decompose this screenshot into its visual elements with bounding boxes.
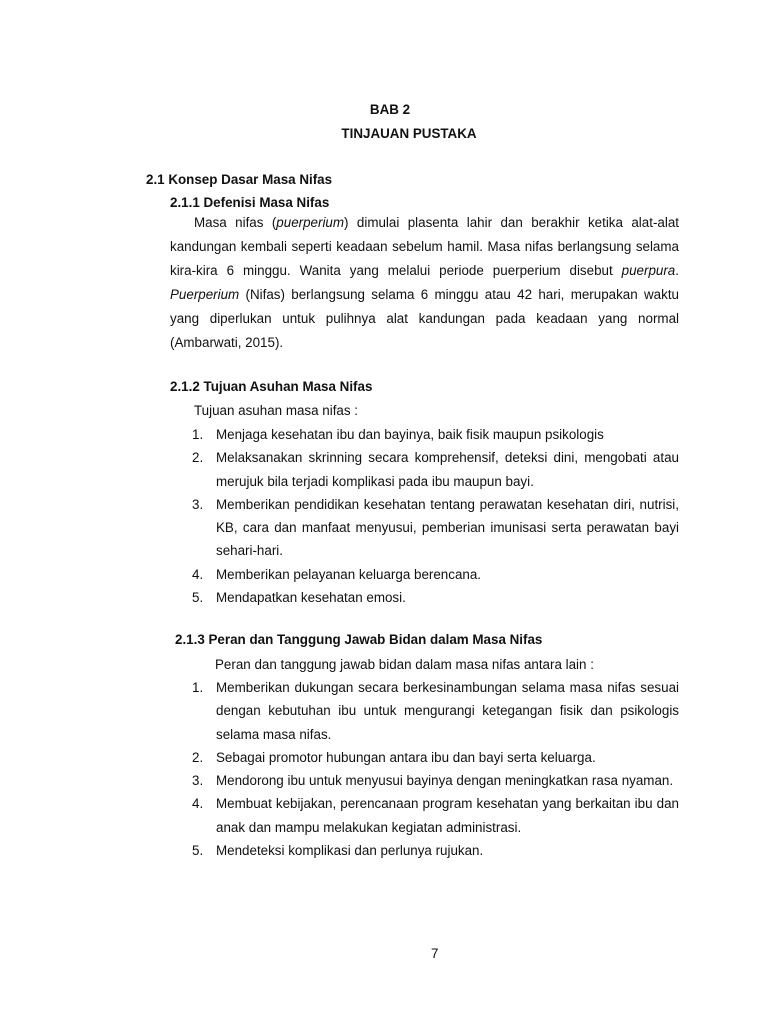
list-number: 1.: [192, 427, 204, 442]
list-item: [170, 423, 679, 446]
list-number: 5.: [192, 590, 204, 606]
list-number: 5.: [192, 843, 204, 859]
list-item-text: Mendapatkan kesehatan emosi.: [216, 590, 406, 606]
list-item: [170, 769, 679, 792]
list-item: [170, 839, 679, 862]
list-number: 3.: [192, 773, 204, 789]
paragraph-definisi: [170, 211, 679, 355]
paragraph-text: .: [675, 263, 679, 278]
list-item: [170, 493, 679, 563]
list-intro-tujuan: Tujuan asuhan masa nifas :: [194, 403, 359, 418]
list-item-text: Memberikan pendidikan kesehatan tentang perawatan kesehatan diri, nutrisi, KB, cara dan manfaat menyusui, pemberian imunisasi serta perawatan bayi sehari-hari.: [216, 496, 679, 559]
paragraph-text: Masa nifas (: [194, 215, 277, 230]
list-item: [170, 563, 679, 586]
list-item-text: Mendeteksi komplikasi dan perlunya rujukan.: [216, 843, 484, 859]
subsection-heading-definisi: 2.1.1 Defenisi Masa Nifas: [170, 195, 330, 210]
list-item-text: Mendorong ibu untuk menyusui bayinya dengan meningkatkan rasa nyaman.: [216, 773, 674, 789]
list-item: [170, 586, 679, 609]
list-number: 1.: [192, 680, 204, 695]
list-number: 4.: [192, 796, 204, 812]
list-item-text: Sebagai promotor hubungan antara ibu dan bayi serta keluarga.: [216, 749, 596, 765]
list-number: 4.: [192, 566, 204, 582]
chapter-title: TINJAUAN PUSTAKA: [341, 126, 477, 141]
paragraph-text: (Nifas) berlangsung selama 6 minggu atau 42 hari, merupakan waktu yang diperlukan untuk pulihnya alat kandungan pada keadaan yang normal (Ambarwati, 2015).: [170, 287, 679, 350]
list-number: 2.: [192, 450, 204, 466]
list-number: 3.: [192, 496, 204, 512]
list-item-text: Membuat kebijakan, perencanaan program kesehatan yang berkaitan ibu dan anak dan mampu melakukan kegiatan administrasi.: [216, 796, 679, 835]
term-italic: Puerperium: [170, 287, 240, 302]
subsection-heading-tujuan: 2.1.2 Tujuan Asuhan Masa Nifas: [170, 379, 373, 394]
page-number: 7: [431, 946, 439, 961]
paragraph-text: ) dimulai plasenta lahir dan berakhir ketika alat-alat kandungan kembali seperti keadaan sebelum hamil. Masa nifas berlangsung selama kira-kira 6 minggu. Wanita yang melalui periode puerperium disebut: [170, 215, 679, 278]
numbered-list-tujuan: [170, 423, 679, 609]
list-item: [170, 446, 679, 493]
list-intro-peran: Peran dan tanggung jawab bidan dalam masa nifas antara lain :: [215, 657, 594, 672]
list-item-text: Melaksanakan skrinning secara komprehensif, deteksi dini, mengobati atau merujuk bila terjadi komplikasi pada ibu maupun bayi.: [216, 450, 679, 489]
list-item-text: Memberikan pelayanan keluarga berencana.: [216, 566, 482, 582]
list-item-text: Menjaga kesehatan ibu dan bayinya, baik fisik maupun psikologis: [216, 427, 604, 442]
list-item: [170, 746, 679, 769]
list-number: 2.: [192, 749, 204, 765]
list-item: [170, 792, 679, 839]
chapter-number: BAB 2: [369, 102, 411, 117]
list-item-text: Memberikan dukungan secara berkesinambungan selama masa nifas sesuai dengan kebutuhan ibu untuk mengurangi ketegangan fisik dan psikologis selama masa nifas.: [216, 680, 679, 742]
section-heading: 2.1 Konsep Dasar Masa Nifas: [146, 172, 333, 187]
subsection-heading-peran: 2.1.3 Peran dan Tanggung Jawab Bidan dalam Masa Nifas: [175, 632, 543, 647]
term-italic: puerpura: [621, 263, 676, 278]
term-italic: puerperium: [276, 215, 345, 230]
list-item: [170, 676, 679, 746]
numbered-list-peran: [170, 676, 679, 862]
